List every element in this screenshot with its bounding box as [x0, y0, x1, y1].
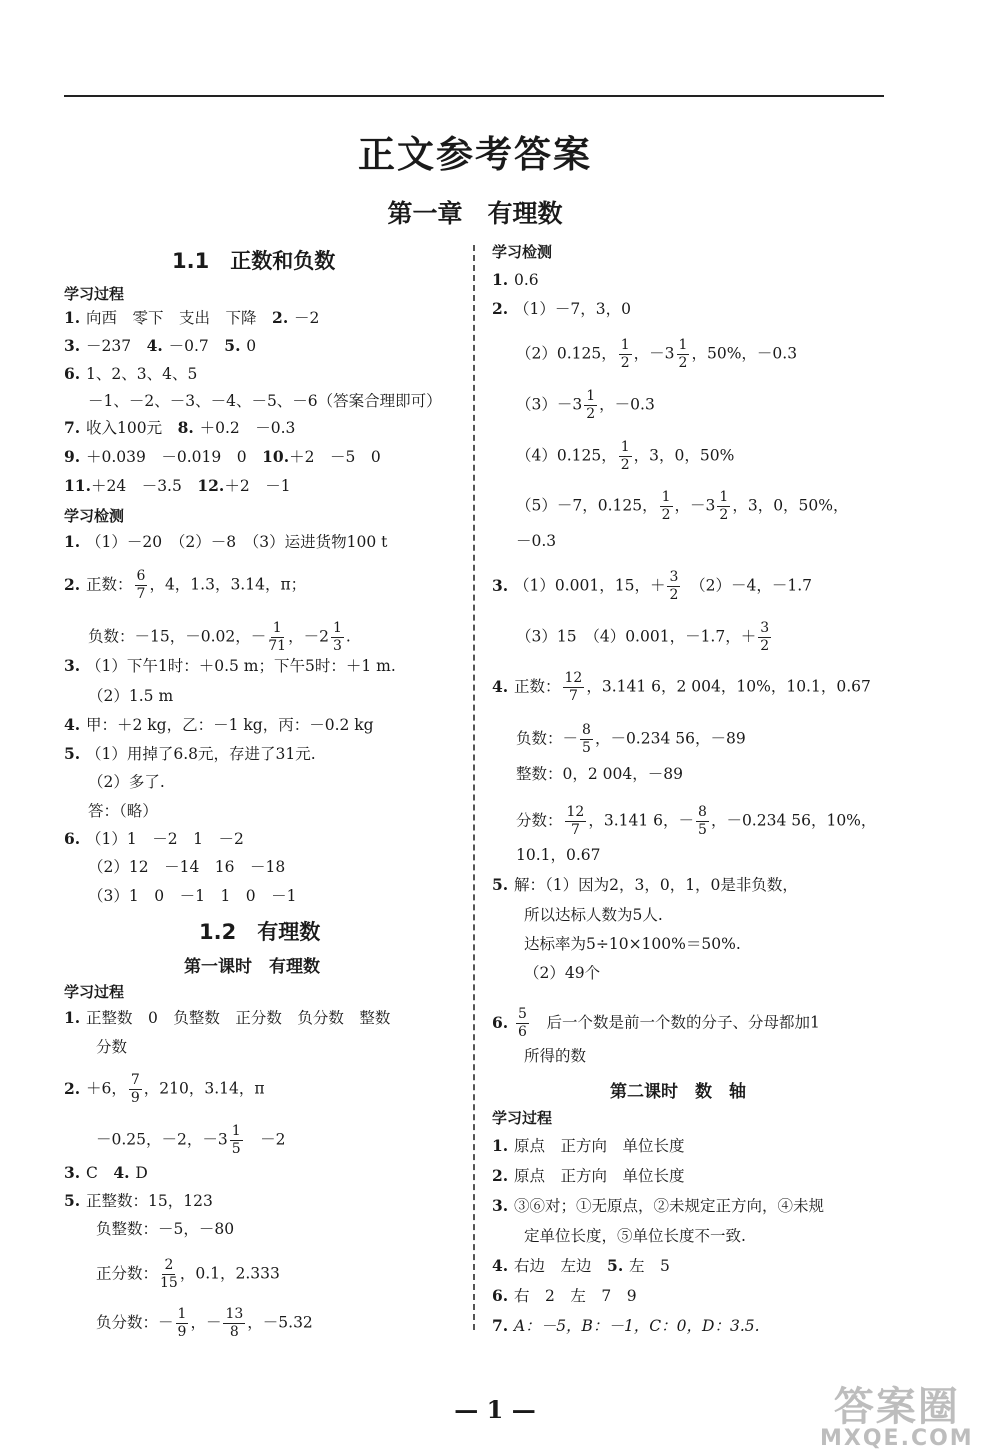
answer-text: .: [345, 627, 351, 646]
answer-row: [516, 764, 683, 784]
answer-row: [516, 804, 876, 839]
numerator: 1: [177, 1306, 187, 1322]
denominator: 8: [229, 1324, 239, 1340]
watermark-logo: [820, 1375, 974, 1451]
fraction: [223, 1306, 245, 1341]
answer-text: 1、2、3、4、5: [86, 365, 198, 383]
answer-text: 答：（略）: [88, 802, 158, 820]
answer-row: [88, 391, 442, 411]
answer-text: （3）－3: [516, 395, 583, 414]
answer-text: （1）下午1时：＋0.5 m；下午5时：＋1 m.: [86, 657, 396, 675]
answer-row: 5. 解：（1）因为2，3，0，1，0是非负数，: [492, 875, 798, 894]
answer-text: （2）－4，－1.7: [682, 576, 813, 595]
answer-row: [516, 620, 773, 655]
answer-text: （1）－20 （2）－8 （3）运进货物100 t: [86, 533, 388, 551]
answer-row: 7. 收入100元 8. ＋0.2 －0.3: [64, 418, 296, 437]
numerator: 1: [620, 337, 630, 353]
lesson-2-title: 第二课时 数 轴: [610, 1082, 746, 1102]
answer-text: ，50%，－0.3: [691, 344, 798, 363]
answer-row: [96, 1257, 280, 1292]
answer-row: 1. 向西 零下 支出 下降 2. －2: [64, 308, 320, 327]
answer-text: （5）－7，0.125，: [516, 496, 658, 515]
answer-row: [516, 845, 601, 865]
answer-text: ，－0.234 56，10%，: [710, 811, 877, 830]
denominator: 15: [160, 1275, 178, 1291]
answer-text: ，－5.32: [247, 1313, 313, 1332]
answer-text: ，－: [190, 1313, 222, 1332]
numerator: 1: [272, 620, 282, 636]
answer-row: [516, 531, 556, 551]
watermark-url: MXQE.COM: [820, 1426, 974, 1451]
answer-text: 0.6: [514, 271, 539, 289]
denominator: 5: [582, 740, 591, 756]
fraction: [135, 568, 148, 603]
numerator: 1: [661, 489, 671, 505]
fraction: [516, 1006, 529, 1041]
answer-text: ，－2: [288, 627, 329, 646]
answer-text: ，3，0，50%: [633, 446, 735, 465]
numerator: 12: [566, 804, 585, 820]
answer-text: 收入100元: [86, 419, 163, 437]
answer-text: 达标率为5÷10×100%＝50%.: [524, 935, 741, 953]
answer-text: ，－0.234 56，－89: [594, 729, 746, 748]
answer-text: ＋6，: [86, 1079, 127, 1098]
answer-row: 4. 右边 左边 5. 左 5: [492, 1256, 670, 1275]
answer-text: 所得的数: [524, 1047, 587, 1065]
answer-text: －0.25，－2，－3: [96, 1130, 228, 1149]
denominator: 2: [719, 507, 729, 523]
page-title: 正文参考答案: [358, 133, 592, 176]
denominator: 2: [620, 355, 630, 371]
section-label: 学习过程: [64, 285, 125, 303]
numerator: 8: [582, 722, 591, 738]
watermark-text: 答案圈: [833, 1384, 960, 1430]
denominator: 71: [268, 638, 287, 654]
answer-row: 1. （1）－20 （2）－8 （3）运进货物100 t: [64, 532, 388, 551]
answer-text: （3）15 （4）0.001，－1.7，＋: [516, 627, 757, 646]
numerator: 7: [130, 1072, 140, 1088]
answer-text: －2: [294, 309, 320, 327]
denominator: 9: [130, 1090, 140, 1106]
denominator: 2: [669, 587, 679, 603]
denominator: 2: [678, 355, 688, 371]
answer-text: ，4，1.3，3.14，π；: [149, 575, 307, 594]
section-label: 学习检测: [492, 243, 553, 261]
answer-row: [88, 886, 297, 906]
answer-row: [96, 1219, 234, 1239]
answer-row: [96, 1037, 127, 1057]
column-divider: [473, 245, 475, 1330]
answer-text: 整数：0，2 004，－89: [516, 765, 683, 783]
answer-row: [88, 620, 351, 655]
answer-row: [516, 722, 746, 757]
answer-text: 正数：: [86, 575, 133, 594]
answer-text: 10.1，0.67: [516, 846, 601, 864]
answer-row: 2. 正数： $\frac{6}{7}$ ，4，1.3，3.14，π；: [64, 568, 307, 602]
answer-row: 9. ＋0.039 －0.019 0 10.＋2 －5 0: [64, 447, 381, 466]
denominator: 3: [332, 638, 342, 654]
answer-text: （4）0.125，: [516, 446, 617, 465]
numerator: 1: [586, 388, 596, 404]
denominator: 7: [568, 688, 578, 704]
answer-row: 6. （1）1 －2 1 －2: [64, 829, 244, 848]
right-column: [492, 0, 912, 1360]
answer-text: 负整数：－5，－80: [96, 1220, 235, 1238]
fraction: [176, 1306, 189, 1341]
answer-row: [524, 963, 600, 983]
answer-row: 1. 0.6: [492, 270, 539, 289]
numerator: 1: [231, 1123, 241, 1139]
answer-row: 6. 右 2 左 7 9: [492, 1286, 637, 1305]
answer-text: （1）用掉了6.8元，存进了31元.: [86, 745, 316, 763]
answer-row: [524, 1046, 586, 1066]
answer-row: 3. ③⑥对；①无原点，②未规定正方向，④未规: [492, 1196, 825, 1215]
denominator: 9: [177, 1324, 187, 1340]
answer-text: D: [135, 1164, 148, 1182]
fraction: [268, 620, 286, 655]
fraction: [696, 804, 709, 839]
answer-row: 2. 原点 正方向 单位长度: [492, 1166, 685, 1185]
denominator: 7: [136, 586, 146, 602]
answer-row: [96, 1306, 313, 1341]
answer-text: 分数: [96, 1038, 128, 1056]
section-label: 学习过程: [64, 983, 125, 1001]
fraction: [580, 722, 593, 757]
numerator: 3: [669, 569, 679, 585]
answer-text: 解：（1）因为2，3，0，1，0是非负数，: [514, 876, 798, 894]
numerator: 5: [518, 1006, 527, 1022]
answer-row: [524, 905, 663, 925]
answer-row: 7. A：－5，B：－1，C：0，D：3.5.: [492, 1316, 760, 1335]
left-column: [64, 0, 464, 1360]
answer-row: 3. （1）0.001，15，＋ $\frac{3}{2}$ （2）－4，－1.7: [492, 569, 813, 603]
section-1-1-title: 1.1 正数和负数: [172, 249, 336, 273]
answer-text: 所以达标人数为5人.: [524, 906, 663, 924]
answer-text: ＋0.039 －0.019 0: [86, 448, 247, 466]
answer-text: ，3.141 6，2 004，10%，10.1，0.67: [586, 677, 871, 696]
answer-text: （2）多了.: [88, 773, 165, 791]
fraction: [565, 804, 587, 839]
answer-text: （2）1.5 m: [88, 687, 174, 705]
answer-row: 2. （1）－7，3，0: [492, 299, 631, 318]
answer-text: 左 5: [629, 1257, 670, 1275]
fraction: [677, 337, 690, 372]
answer-text: 向西 零下 支出 下降: [86, 309, 257, 327]
answer-row: 5. （1）用掉了6.8元，存进了31元.: [64, 744, 316, 763]
fraction: [619, 439, 632, 474]
denominator: 2: [620, 457, 630, 473]
denominator: 2: [760, 638, 770, 654]
answer-text: A：－5，B：－1，C：0，D：3.5.: [514, 1317, 760, 1335]
answer-row: 3. C 4. D: [64, 1163, 148, 1182]
answer-text: 后一个数是前一个数的分子、分母都加1: [546, 1013, 820, 1032]
answer-text: 正分数：: [96, 1264, 159, 1283]
answer-text: ，－0.3: [599, 395, 655, 414]
answer-row: [516, 489, 849, 524]
numerator: 2: [164, 1257, 174, 1273]
fraction: [619, 337, 632, 372]
answer-row: 4. 甲：＋2 kg，乙：－1 kg，丙：－0.2 kg: [64, 715, 374, 734]
answer-text: （3）1 0 －1 1 0 －1: [88, 887, 297, 905]
numerator: 1: [332, 620, 342, 636]
answer-text: ，3.141 6，－: [588, 811, 695, 830]
page-number: — 1 —: [454, 1395, 536, 1424]
answer-row: [524, 934, 741, 954]
answer-row: 6. $\frac{5}{6}$ 后一个数是前一个数的分子、分母都加1: [492, 1006, 820, 1040]
answer-text: ，0.1，2.333: [179, 1264, 280, 1283]
answer-text: （2）0.125，: [516, 344, 617, 363]
answer-row: 1. 原点 正方向 单位长度: [492, 1136, 685, 1155]
answer-text: 0: [246, 337, 257, 355]
numerator: 1: [719, 489, 729, 505]
denominator: 5: [698, 822, 707, 838]
answer-text: －237: [86, 337, 132, 355]
numerator: 1: [678, 337, 688, 353]
answer-text: C: [86, 1164, 98, 1182]
numerator: 8: [698, 804, 707, 820]
denominator: 2: [586, 406, 596, 422]
answer-row: [524, 1226, 746, 1246]
answer-text: 右 2 左 7 9: [514, 1287, 637, 1305]
fraction: [660, 489, 673, 524]
answer-row: 1. 正整数 0 负整数 正分数 负分数 整数: [64, 1008, 391, 1027]
answer-text: ，－3: [633, 344, 675, 363]
fraction: [331, 620, 344, 655]
answer-row: 3. －237 4. －0.7 5. 0: [64, 336, 257, 355]
answer-row: [516, 337, 797, 372]
answer-text: 正整数：15，123: [86, 1192, 213, 1210]
answer-text: －0.7: [168, 337, 209, 355]
answer-row: 5. 正整数：15，123: [64, 1191, 213, 1210]
answer-row: [88, 686, 173, 706]
denominator: 7: [570, 822, 580, 838]
section-1-2-title: 1.2 有理数: [199, 920, 321, 944]
answer-text: （1）0.001，15，＋: [514, 576, 666, 595]
fraction: [758, 620, 771, 655]
fraction: [129, 1072, 142, 1107]
answer-row: [88, 772, 165, 792]
answer-text: ③⑥对；①无原点，②未规定正方向，④未规: [514, 1197, 825, 1215]
answer-text: －1、－2、－3、－4、－5、－6（答案合理即可）: [88, 392, 442, 410]
answer-text: ，－3: [674, 496, 716, 515]
fraction: [160, 1257, 178, 1292]
answer-text: （1）1 －2 1 －2: [86, 830, 244, 848]
fraction: [563, 670, 585, 705]
answer-text: 右边 左边: [514, 1257, 592, 1275]
denominator: 5: [231, 1141, 241, 1157]
fraction: [230, 1123, 243, 1158]
answer-row: 11.＋24 －3.5 12.＋2 －1: [64, 476, 291, 495]
answer-text: （2）12 －14 16 －18: [88, 858, 286, 876]
answer-text: 负数：－15，－0.02，－: [88, 627, 267, 646]
answer-text: 分数：: [516, 811, 563, 830]
answer-row: [516, 388, 655, 423]
denominator: 2: [661, 507, 671, 523]
numerator: 13: [225, 1306, 244, 1322]
answer-text: （2）49个: [524, 964, 601, 982]
answer-text: 正整数 0 负整数 正分数 负分数 整数: [86, 1009, 391, 1027]
numerator: 6: [136, 568, 146, 584]
fraction: [717, 489, 730, 524]
numerator: 3: [760, 620, 770, 636]
denominator: 6: [518, 1024, 527, 1040]
answer-text: 定单位长度，⑤单位长度不一致.: [524, 1227, 746, 1245]
chapter-title: 第一章 有理数: [387, 199, 563, 228]
answer-text: ＋2 －1: [224, 477, 291, 495]
answer-row: 2. ＋6， $\frac{7}{9}$ ，210，3.14，π: [64, 1072, 265, 1106]
answer-text: －0.3: [516, 532, 557, 550]
answer-row: [96, 1123, 286, 1158]
section-label: 学习过程: [492, 1109, 553, 1127]
answer-text: －2: [244, 1130, 286, 1149]
fraction: [667, 569, 680, 604]
answer-row: [88, 857, 285, 877]
lesson-1-title: 第一课时 有理数: [184, 957, 320, 977]
answer-text: 正数：: [514, 677, 561, 696]
answer-row: 6. 1、2、3、4、5: [64, 364, 198, 383]
fraction: [584, 388, 597, 423]
answer-text: 原点 正方向 单位长度: [514, 1137, 685, 1155]
answer-row: [516, 439, 734, 474]
numerator: 1: [620, 439, 630, 455]
answer-text: ＋0.2 －0.3: [199, 419, 296, 437]
numerator: 12: [564, 670, 583, 686]
answer-row: [88, 801, 158, 821]
answer-text: 原点 正方向 单位长度: [514, 1167, 685, 1185]
answer-row: 4. 正数： $\frac{12}{7}$ ，3.141 6，2 004，10%，10.1，0.67: [492, 670, 871, 704]
answer-text: 甲：＋2 kg，乙：－1 kg，丙：－0.2 kg: [86, 716, 374, 734]
answer-text: ，210，3.14，π: [143, 1079, 265, 1098]
answer-text: ，3，0，50%，: [732, 496, 849, 515]
answer-text: （1）－7，3，0: [514, 300, 631, 318]
answer-text: ＋24 －3.5: [90, 477, 182, 495]
section-label: 学习检测: [64, 507, 125, 525]
answer-text: ＋2 －5 0: [289, 448, 381, 466]
answer-text: 负数：－: [516, 729, 579, 748]
answer-text: 负分数：－: [96, 1313, 174, 1332]
answer-row: 3. （1）下午1时：＋0.5 m；下午5时：＋1 m.: [64, 656, 396, 675]
